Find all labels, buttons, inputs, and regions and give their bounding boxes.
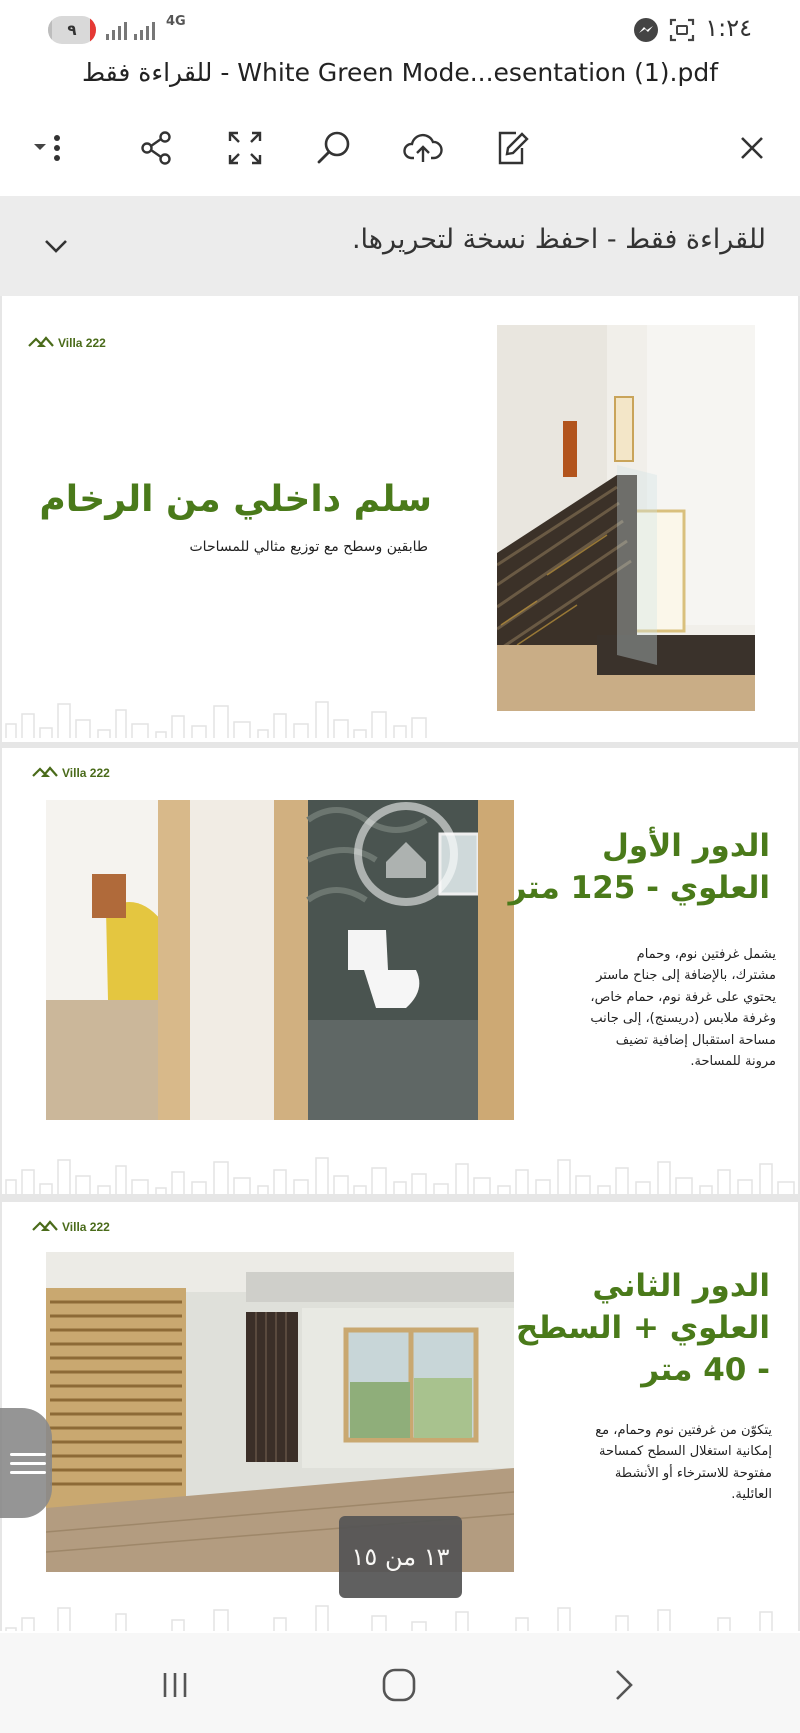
skyline-decoration <box>2 1150 798 1194</box>
slide-body <box>512 1420 772 1506</box>
close-icon <box>732 128 772 168</box>
signal-strength-icon <box>106 20 127 40</box>
slide-title-line-1: الدور الثاني <box>592 1268 770 1304</box>
recents-icon <box>155 1665 195 1705</box>
status-bar <box>0 0 800 60</box>
share-button[interactable] <box>130 122 182 174</box>
system-nav-bar <box>0 1633 800 1733</box>
battery-indicator <box>48 16 96 44</box>
home-button[interactable] <box>374 1663 424 1707</box>
more-options-button[interactable] <box>22 122 74 174</box>
upload-cloud-icon <box>403 128 443 168</box>
recents-button[interactable] <box>150 1663 200 1707</box>
slide-body-line: يتكوّن من غرفتين نوم وحمام، مع <box>595 1423 772 1438</box>
slide-body <box>516 944 776 1073</box>
slide-title <box>470 1266 770 1392</box>
chevron-down-icon[interactable] <box>38 228 74 264</box>
staircase-photo <box>497 325 755 711</box>
edit-icon <box>492 128 532 168</box>
signal-strength-icon-2 <box>134 20 155 40</box>
battery-level-text: ٩ <box>67 21 77 39</box>
logo-text: Villa 222 <box>62 766 110 780</box>
upload-button[interactable] <box>397 122 449 174</box>
logo-leaf-icon <box>32 1220 58 1234</box>
slide-body-line: العائلية. <box>731 1487 772 1503</box>
slide-title-line-2: العلوي + السطح <box>515 1309 770 1346</box>
back-button[interactable] <box>598 1663 648 1707</box>
slide-page-1 <box>2 296 798 742</box>
file-title: للقراءة فقط - White Green Mode...esentation (1).pdf <box>81 58 719 87</box>
slide-title-line-2: العلوي - 125 متر <box>508 869 770 906</box>
search-button[interactable] <box>308 122 360 174</box>
slide-body-line: يحتوي على غرفة نوم، حمام خاص، <box>590 989 776 1005</box>
slide-title-line-1: الدور الأول <box>602 828 770 864</box>
document-viewer[interactable] <box>0 296 800 1631</box>
slide-body-line: يشمل غرفتين نوم، وحمام <box>636 947 776 962</box>
expand-button[interactable] <box>219 122 271 174</box>
status-time: ١:٢٤ <box>705 14 752 42</box>
back-icon <box>603 1665 643 1705</box>
page-indicator: ١٣ من ١٥ <box>339 1516 462 1598</box>
slide-body-line: مرونة للمساحة. <box>690 1054 776 1070</box>
close-button[interactable] <box>726 122 778 174</box>
home-icon <box>379 1665 419 1705</box>
expand-icon <box>225 128 265 168</box>
slide-title: سلم داخلي من الرخام <box>39 479 432 520</box>
slide-body-line: مشترك، بالإضافة إلى جناح ماستر <box>596 968 776 984</box>
slide-title <box>470 826 770 910</box>
slide-body-line: مساحة استقبال إضافية تضيف <box>615 1032 776 1048</box>
villa-logo <box>28 336 106 350</box>
share-icon <box>136 128 176 168</box>
read-only-banner-text: للقراءة فقط - احفظ نسخة لتحريرها. <box>351 224 766 255</box>
search-icon <box>314 128 354 168</box>
skyline-decoration <box>2 694 798 738</box>
slide-subtitle: طابقين وسطح مع توزيع مثالي للمساحات <box>189 539 428 555</box>
logo-leaf-icon <box>28 336 54 350</box>
logo-leaf-icon <box>32 766 58 780</box>
villa-logo <box>32 766 110 780</box>
skyline-decoration <box>2 1598 798 1631</box>
screenshot-icon <box>668 16 696 44</box>
read-only-banner <box>0 196 800 296</box>
slide-title-line-3: - 40 متر <box>641 1351 770 1388</box>
network-type: 4G <box>166 14 186 29</box>
villa-logo <box>32 1220 110 1234</box>
more-options-icon <box>28 128 68 168</box>
logo-text: Villa 222 <box>58 336 106 350</box>
messenger-icon <box>632 16 660 44</box>
interior-doorway-photo <box>46 800 514 1120</box>
slide-body-line: مفتوحة للاسترخاء أو الأنشطة <box>614 1465 772 1481</box>
slide-page-2 <box>2 748 798 1194</box>
side-panel-handle[interactable] <box>0 1408 52 1518</box>
slide-body-line: وغرفة ملابس (دريسنج)، إلى جانب <box>590 1011 776 1027</box>
toolbar <box>0 112 800 184</box>
logo-text: Villa 222 <box>62 1220 110 1234</box>
slide-body-line: إمكانية استغلال السطح كمساحة <box>598 1444 772 1460</box>
edit-button[interactable] <box>486 122 538 174</box>
